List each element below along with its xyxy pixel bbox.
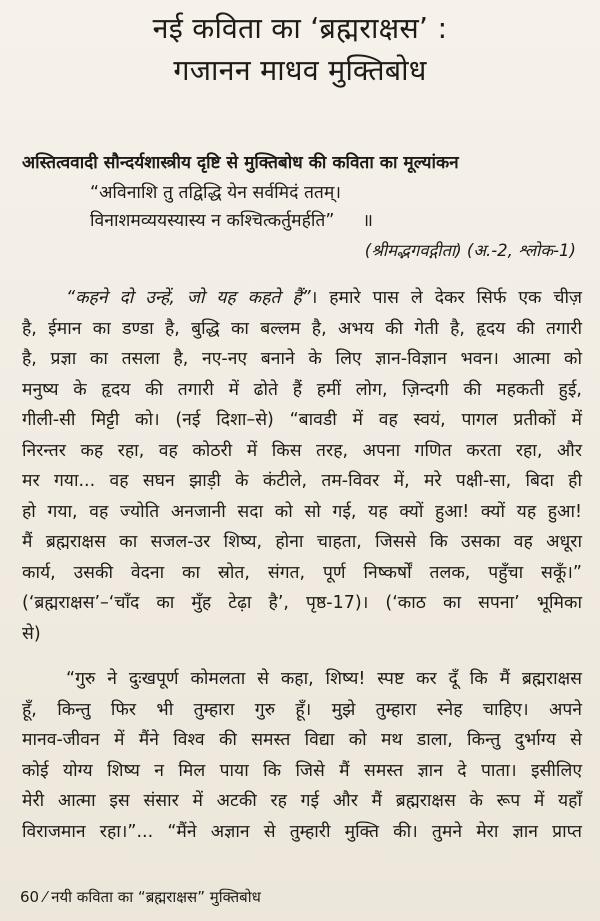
- paragraph-1-line: निरन्तर कह रहा, वह कोठरी में किस तरह, अपना गणित करता रहा, और: [22, 440, 582, 461]
- paragraph-1-line: गीली-सी मिट्टी को। (नई दिशा–से) “बावडी में वह स्वयं, पागल प्रतीकों में: [22, 410, 582, 430]
- paragraph-1-line: है, प्रज्ञा का तसला है, नए-नए बनाने के लिए ज्ञान-विज्ञान भवन। आत्मा को: [22, 349, 582, 369]
- shloka-citation: (श्रीमद्भगवद्गीता) (अ.-2, श्लोक-1): [364, 241, 576, 260]
- paragraph-1-line: है, ईमान का डण्डा है, बुद्धि का बल्लम है, अभय की गेती है, हृदय की तगारी: [22, 318, 582, 339]
- paragraph-2-line: मेरी आत्मा इस संसार में अटकी रह गई और मैं ब्रह्मराक्षस के रूप में यहाँ: [22, 791, 582, 811]
- paragraph-1-line: मैं ब्रह्मराक्षस का सजल-उर शिष्य, होना चाहता, जिससे कि उसका वह अधूरा: [22, 532, 582, 552]
- shloka-line-2: [90, 208, 373, 234]
- paragraph-1-lead-quote: “कहने दो उन्हें, जो यह कहते हैं”: [66, 288, 311, 308]
- paragraph-2-line: मानव-जीवन में मैंने विश्व की समस्त विद्या को मथ डाला, किन्तु दुर्भाग्य से: [22, 730, 582, 750]
- paragraph-1: [22, 283, 582, 649]
- shloka-line-1: “अविनाशि तु तद्विद्धि येन सर्वमिदं ततम्।: [90, 183, 342, 203]
- section-heading: अस्तित्ववादी सौन्दर्यशास्त्रीय दृष्टि से मुक्तिबोध की कविता का मूल्यांकन: [22, 153, 459, 173]
- paragraph-2-line: कोई योग्य शिष्य न मिल पाया कि जिसे मैं समस्त ज्ञान दे पाता। इसीलिए: [22, 760, 582, 781]
- paragraph-1-line: मनुष्य के हृदय की तगारी में ढोते हैं हमीं लोग, ज़िन्दगी की महकती हुई,: [22, 379, 582, 400]
- shloka-end-mark: ॥: [362, 211, 373, 231]
- paragraph-1-line: कार्य, उसकी वेदना का स्रोत, संगत, पूर्ण निष्कर्षों तलक, पहुँचा सकूँ।”: [22, 562, 582, 583]
- paragraph-1-line: (‘ब्रह्मराक्षस’–‘चाँद का मुँह टेढ़ा है’, पृष्ठ-17)। (‘काठ का सपना’ भूमिका: [22, 593, 582, 613]
- shloka-line-2-text: विनाशमव्ययस्यास्य न कश्चित्कर्तुमर्हति”: [90, 211, 335, 231]
- paragraph-2: [22, 664, 582, 847]
- page-footer: 60 ⁄ नयी कविता का “ब्रह्मराक्षस” मुक्तिबोध: [20, 888, 261, 906]
- paragraph-1-line: हो गया, वह ज्योति अनजानी सदा को सो गई, यह क्यों हुआ! क्यों यह हुआ!: [22, 501, 582, 522]
- chapter-title-line-2: गजानन माधव मुक्तिबोध: [173, 53, 427, 87]
- paragraph-2-line: हूँ, किन्तु फिर भी तुम्हारा गुरु हूँ। मुझे तुम्हारा स्नेह चाहिए। अपने: [22, 699, 582, 720]
- paragraph-1-line-0: [22, 283, 582, 314]
- paragraph-2-line: विराजमान रहा।”... “मैंने अज्ञान से तुम्हारी मुक्ति की। तुमने मेरा ज्ञान प्राप्त: [22, 821, 582, 842]
- chapter-title-line-1: नई कविता का ‘ब्रह्मराक्षस’ :: [152, 11, 448, 45]
- paragraph-1-lead-rest: । हमारे पास ले देकर सिर्फ एक चीज़: [310, 288, 582, 308]
- paragraph-1-line: से): [22, 623, 41, 644]
- paragraph-1-line: मर गया... वह सघन झाड़ी के कंटीले, तम-विवर में, मरे पक्षी-सा, बिदा ही: [22, 471, 582, 491]
- paragraph-2-line: “गुरु ने दुःखपूर्ण कोमलता से कहा, शिष्य! स्पष्ट कर दूँ कि मैं ब्रह्मराक्षस: [66, 669, 582, 689]
